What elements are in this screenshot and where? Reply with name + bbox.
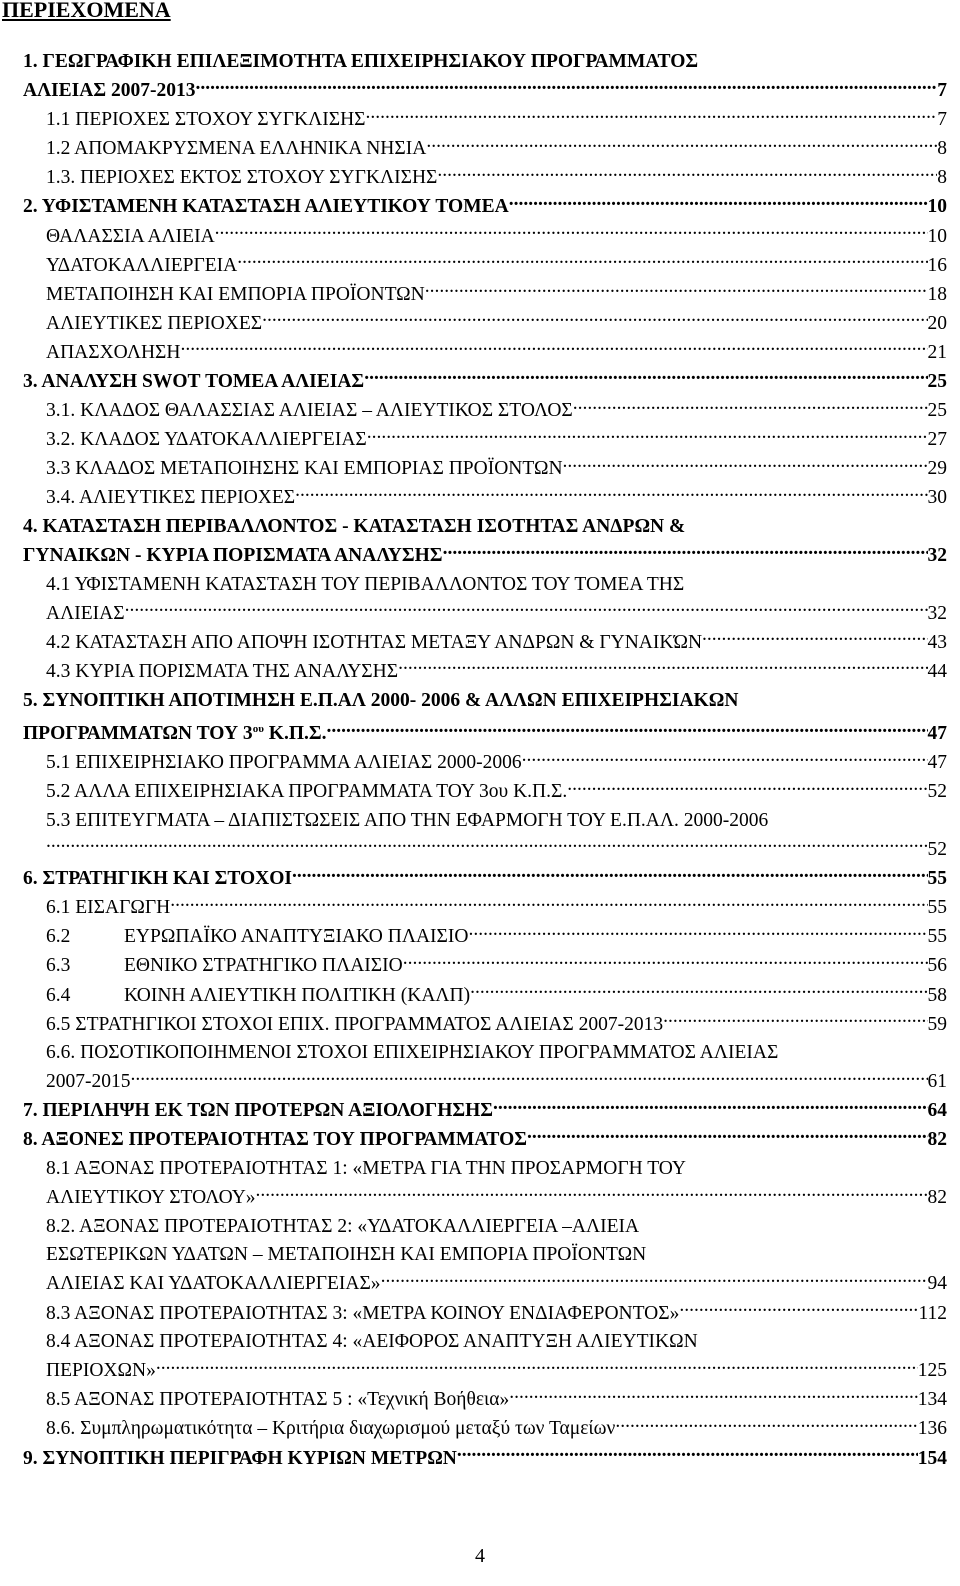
toc-entry-title: 5.2 ΑΛΛΑ ΕΠΙΧΕΙΡΗΣΙΑΚΑ ΠΡΟΓΡΑΜΜΑΤΑ ΤΟΥ 3ου Κ.Π.Σ.	[46, 781, 568, 803]
toc-entry-line	[46, 426, 947, 455]
toc-entry-line	[46, 164, 947, 193]
toc-dot-leader	[426, 135, 937, 155]
toc-dot-leader	[180, 338, 927, 358]
toc-entry[interactable]	[23, 1010, 947, 1039]
toc-page-number: 56	[927, 955, 947, 977]
toc-entry-title: ΠΕΡΙΟΧΩΝ»	[46, 1360, 156, 1382]
toc-dot-leader	[527, 1126, 927, 1146]
toc-dot-leader	[327, 720, 928, 740]
toc-dot-leader	[295, 484, 927, 504]
toc-entry-title: ΜΕΤΑΠΟΙΗΣΗ ΚΑΙ ΕΜΠΟΡΙΑ ΠΡΟΪΟΝΤΩΝ	[46, 283, 425, 305]
toc-dot-leader	[125, 599, 928, 619]
toc-dot-leader	[398, 657, 927, 677]
toc-page-number: 32	[927, 545, 947, 567]
toc-entry-line	[46, 599, 947, 628]
toc-entry[interactable]	[23, 657, 947, 686]
toc-entry-title: 5.1 ΕΠΙΧΕΙΡΗΣΙΑΚΟ ΠΡΟΓΡΑΜΜΑ ΑΛΙΕΙΑΣ 2000-2006	[46, 752, 522, 774]
toc-entry[interactable]	[23, 513, 947, 571]
toc-page-number: 58	[927, 984, 947, 1006]
toc-entry-line	[23, 1097, 947, 1126]
toc-entry[interactable]	[23, 280, 947, 309]
toc-dot-leader	[425, 280, 928, 300]
toc-dot-leader	[215, 222, 928, 242]
toc-entry-title: 8.2. ΑΞΟΝΑΣ ΠΡΟΤΕΡΑΙΟΤΗΤΑΣ 2: «ΥΔΑΤΟΚΑΛΛΙΕΡΓΕΙΑ –ΑΛΙΕΙΑ	[46, 1215, 640, 1237]
toc-entry-line	[46, 1415, 947, 1444]
toc-entry-line	[46, 628, 947, 657]
toc-page-number: 134	[917, 1389, 947, 1411]
toc-entry[interactable]	[23, 484, 947, 513]
toc-page-number: 59	[927, 1013, 947, 1035]
toc-entry-line	[46, 952, 947, 981]
toc-entry-line	[46, 222, 947, 251]
toc-entry-line	[23, 368, 947, 397]
toc-entry-title: ΑΛΙΕΥΤΙΚΟΥ ΣΤΟΛΟΥ»	[46, 1187, 256, 1209]
toc-entry-line	[46, 1386, 947, 1415]
toc-page-number: 55	[927, 926, 947, 948]
toc-entry[interactable]	[23, 865, 947, 894]
toc-entry[interactable]	[23, 981, 947, 1010]
toc-entry-title: 2007-2015	[46, 1071, 131, 1093]
toc-page-number: 61	[927, 1071, 947, 1093]
toc-entry[interactable]	[23, 1415, 947, 1444]
toc-entry[interactable]	[23, 1039, 947, 1097]
toc-entry[interactable]	[23, 1299, 947, 1328]
toc-entry-title: 7. ΠΕΡΙΛΗΨΗ ΕΚ ΤΩΝ ΠΡΟΤΕΡΩΝ ΑΞΙΟΛΟΓΗΣΗΣ	[23, 1100, 494, 1122]
toc-entry-title: ΑΛΙΕΙΑΣ 2007-2013	[23, 80, 196, 102]
toc-entry-line	[46, 397, 947, 426]
toc-entry-line	[46, 280, 947, 309]
toc-entry-title: ΕΘΝΙΚΟ ΣΤΡΑΤΗΓΙΚΟ ΠΛΑΙΣΙΟ	[124, 955, 403, 977]
toc-entry-line	[46, 749, 947, 778]
toc-entry[interactable]	[23, 106, 947, 135]
toc-page-number: 44	[927, 660, 947, 682]
toc-entry[interactable]	[23, 251, 947, 280]
toc-entry-line	[46, 1328, 947, 1357]
toc-page-number: 32	[927, 602, 947, 624]
toc-entry-line	[23, 1126, 947, 1155]
toc-dot-leader	[170, 894, 927, 914]
toc-entry-title: 3.1. ΚΛΑΔΟΣ ΘΑΛΑΣΣΙΑΣ ΑΛΙΕΙΑΣ – ΑΛΙΕΥΤΙΚΟΣ ΣΤΟΛΟΣ	[46, 400, 573, 422]
toc-dot-leader	[567, 778, 927, 798]
toc-entry-line	[46, 1213, 947, 1242]
toc-dot-leader	[509, 1386, 918, 1406]
toc-entry-title: 8.4 ΑΞΟΝΑΣ ΠΡΟΤΕΡΑΙΟΤΗΤΑΣ 4: «ΑΕΙΦΟΡΟΣ ΑΝΑΠΤΥΞΗ ΑΛΙΕΥΤΙΚΩΝ	[46, 1331, 698, 1353]
toc-entry[interactable]	[23, 426, 947, 455]
toc-entry-title: 5.3 ΕΠΙΤΕΥΓΜΑΤΑ – ΔΙΑΠΙΣΤΩΣΕΙΣ ΑΠΟ ΤΗΝ ΕΦΑΡΜΟΓΗ ΤΟΥ Ε.Π.ΑΛ. 2000-2006	[46, 809, 769, 831]
toc-entry-title: 4.2 ΚΑΤΑΣΤΑΣΗ ΑΠΟ ΑΠΟΨΗ ΙΣΟΤΗΤΑΣ ΜΕΤΑΞΥ ΑΝΔΡΩΝ & ΓΥΝΑΙΚΏΝ	[46, 631, 703, 653]
toc-entry-title: 8.6. Συμπληρωματικότητα – Κριτήρια διαχωρισμού μεταξύ των Ταμείων	[46, 1418, 616, 1440]
toc-entry-line	[23, 48, 947, 77]
toc-entry-title: 8.5 ΑΞΟΝΑΣ ΠΡΟΤΕΡΑΙΟΤΗΤΑΣ 5 : «Τεχνική Βοήθεια»	[46, 1389, 510, 1411]
toc-entry[interactable]	[23, 894, 947, 923]
toc-entry-title: ΓΥΝΑΙΚΩΝ - ΚΥΡΙΑ ΠΟΡΙΣΜΑΤΑ ΑΝΑΛΥΣΗΣ	[23, 545, 443, 567]
toc-entry[interactable]	[23, 222, 947, 251]
toc-entry-line	[46, 1039, 947, 1068]
toc-entry[interactable]	[23, 338, 947, 367]
toc-entry-line	[46, 1357, 947, 1386]
toc-entry-line	[46, 1068, 947, 1097]
toc-entry-title: 8.3 ΑΞΟΝΑΣ ΠΡΟΤΕΡΑΙΟΤΗΤΑΣ 3: «ΜΕΤΡΑ ΚΟΙΝΟΥ ΕΝΔΙΑΦΕΡΟΝΤΟΣ»	[46, 1302, 680, 1324]
toc-entry[interactable]	[23, 1213, 947, 1299]
toc-page-number: 94	[927, 1273, 947, 1295]
toc-entry-line	[23, 1444, 947, 1473]
toc-entry-line	[46, 338, 947, 367]
toc-entry[interactable]	[23, 1155, 947, 1213]
toc-page-number: 55	[927, 897, 947, 919]
toc-entry-line	[23, 687, 947, 716]
toc-page-number: 82	[927, 1187, 947, 1209]
toc-page-number: 30	[927, 487, 947, 509]
toc-entry[interactable]	[23, 807, 947, 865]
toc-entry-line	[46, 106, 947, 135]
toc-entry-title: ΥΔΑΤΟΚΑΛΛΙΕΡΓΕΙΑ	[46, 254, 238, 276]
table-of-contents	[23, 48, 947, 1473]
toc-entry-title: 8. ΑΞΟΝΕΣ ΠΡΟΤΕΡΑΙΟΤΗΤΑΣ ΤΟΥ ΠΡΟΓΡΑΜΜΑΤΟΣ	[23, 1129, 528, 1151]
toc-entry-line	[46, 1241, 947, 1270]
toc-page-number: 20	[927, 312, 947, 334]
toc-entry-title: ΕΣΩΤΕΡΙΚΩΝ ΥΔΑΤΩΝ – ΜΕΤΑΠΟΙΗΣΗ ΚΑΙ ΕΜΠΟΡΙΑ ΠΡΟΪΟΝΤΩΝ	[46, 1244, 647, 1266]
toc-entry-line	[23, 193, 947, 222]
toc-entry[interactable]	[23, 193, 947, 222]
toc-dot-leader	[443, 542, 928, 562]
toc-entry-line	[46, 309, 947, 338]
toc-page-number: 21	[927, 341, 947, 363]
toc-entry-line	[46, 1184, 947, 1213]
toc-dot-leader	[292, 865, 928, 885]
toc-entry[interactable]	[23, 628, 947, 657]
toc-page-number: 8	[937, 138, 947, 160]
toc-entry[interactable]	[23, 1444, 947, 1473]
toc-entry-title: 3.2. ΚΛΑΔΟΣ ΥΔΑΤΟΚΑΛΛΙΕΡΓΕΙΑΣ	[46, 429, 367, 451]
toc-page-number: 125	[917, 1360, 947, 1382]
toc-dot-leader	[509, 193, 928, 213]
toc-entry-title: 1.1 ΠΕΡΙΟΧΕΣ ΣΤΟΧΟΥ ΣΥΓΚΛΙΣΗΣ	[46, 109, 366, 131]
toc-dot-leader	[156, 1357, 918, 1377]
toc-entry[interactable]	[23, 749, 947, 778]
toc-entry-line	[46, 571, 947, 600]
toc-page-number: 18	[927, 283, 947, 305]
toc-dot-leader	[367, 426, 928, 446]
toc-dot-leader	[403, 952, 928, 972]
toc-entry[interactable]	[23, 309, 947, 338]
toc-entry-title: ΑΛΙΕΥΤΙΚΕΣ ΠΕΡΙΟΧΕΣ	[46, 312, 263, 334]
toc-entry[interactable]	[23, 397, 947, 426]
toc-entry-title: 3.4. ΑΛΙΕΥΤΙΚΕΣ ΠΕΡΙΟΧΕΣ	[46, 487, 296, 509]
toc-page-number: 29	[927, 458, 947, 480]
toc-entry-title: 6.5 ΣΤΡΑΤΗΓΙΚΟΙ ΣΤΟΧΟΙ ΕΠΙΧ. ΠΡΟΓΡΑΜΜΑΤΟΣ ΑΛΙΕΙΑΣ 2007-2013	[46, 1013, 664, 1035]
toc-entry-title: 1.2 ΑΠΟΜΑΚΡΥΣΜΕΝΑ ΕΛΛΗΝΙΚΑ ΝΗΣΙΑ	[46, 138, 427, 160]
toc-entry-title: 6.6. ΠΟΣΟΤΙΚΟΠΟΙΗΜΕΝΟΙ ΣΤΟΧΟΙ ΕΠΙΧΕΙΡΗΣΙΑΚΟΥ ΠΡΟΓΡΑΜΜΑΤΟΣ ΑΛΙΕΙΑΣ	[46, 1042, 779, 1064]
toc-entry-title: 5. ΣΥΝΟΠΤΙΚΗ ΑΠΟΤΙΜΗΣΗ Ε.Π.ΑΛ 2000- 2006 & ΑΛΛΩΝ ΕΠΙΧΕΙΡΗΣΙΑΚΩΝ	[23, 689, 739, 711]
toc-page-number: 154	[917, 1447, 947, 1469]
toc-dot-leader	[470, 981, 927, 1001]
toc-dot-leader	[237, 251, 927, 271]
toc-entry[interactable]	[23, 1097, 947, 1126]
toc-entry-number: 6.2	[46, 926, 71, 948]
toc-entry-line	[46, 455, 947, 484]
toc-dot-leader	[256, 1184, 928, 1204]
toc-dot-leader	[262, 309, 927, 329]
toc-entry-line	[23, 77, 947, 106]
toc-entry-line	[23, 542, 947, 571]
toc-entry-title: 6.1 ΕΙΣΑΓΩΓΗ	[46, 897, 171, 919]
toc-dot-leader	[131, 1068, 928, 1088]
toc-entry-title: ΘΑΛΑΣΣΙΑ ΑΛΙΕΙΑ	[46, 225, 215, 247]
toc-entry-title: ΠΡΟΓΡΑΜΜΑΤΩΝ ΤΟΥ $3^{o\upsilon}$ Κ.Π.Σ.	[23, 723, 327, 745]
toc-entry-line	[46, 894, 947, 923]
toc-entry-title: 6. ΣΤΡΑΤΗΓΙΚΗ ΚΑΙ ΣΤΟΧΟΙ	[23, 868, 292, 890]
toc-entry-title: ΑΠΑΣΧΟΛΗΣΗ	[46, 341, 181, 363]
toc-dot-leader	[381, 1270, 928, 1290]
toc-entry[interactable]	[23, 952, 947, 981]
toc-entry-line	[46, 778, 947, 807]
toc-entry-title: 4.1 ΥΦΙΣΤΑΜΕΝΗ ΚΑΤΑΣΤΑΣΗ ΤΟΥ ΠΕΡΙΒΑΛΛΟΝΤΟΣ ΤΟΥ ΤΟΜΕΑ ΤΗΣ	[46, 573, 685, 595]
toc-page-number: 47	[927, 723, 947, 745]
toc-entry[interactable]	[23, 164, 947, 193]
toc-page-number: 136	[917, 1418, 947, 1440]
toc-page-number: 27	[927, 429, 947, 451]
toc-entry[interactable]	[23, 778, 947, 807]
toc-page-number: 55	[927, 868, 947, 890]
toc-entry[interactable]	[23, 923, 947, 952]
toc-entry[interactable]	[23, 1126, 947, 1155]
toc-entry[interactable]	[23, 48, 947, 106]
toc-entry-title: ΑΛΙΕΙΑΣ ΚΑΙ ΥΔΑΤΟΚΑΛΛΙΕΡΓΕΙΑΣ»	[46, 1273, 381, 1295]
toc-page-number: 47	[927, 752, 947, 774]
toc-page-number: 82	[927, 1129, 947, 1151]
toc-entry-line	[46, 1299, 947, 1328]
toc-entry-title: ΚΟΙΝΗ ΑΛΙΕΥΤΙΚΗ ΠΟΛΙΤΙΚΗ (ΚΑΛΠ)	[124, 984, 471, 1006]
toc-entry-title: ΕΥΡΩΠΑΪΚΟ ΑΝΑΠΤΥΞΙΑΚΟ ΠΛΑΙΣΙΟ	[124, 926, 469, 948]
toc-entry-title: 9. ΣΥΝΟΠΤΙΚΗ ΠΕΡΙΓΡΑΦΗ ΚΥΡΙΩΝ ΜΕΤΡΩΝ	[23, 1447, 457, 1469]
toc-entry-line	[46, 981, 947, 1010]
toc-dot-leader	[457, 1444, 918, 1464]
toc-entry-title: 2. ΥΦΙΣΤΑΜΕΝΗ ΚΑΤΑΣΤΑΣΗ ΑΛΙΕΥΤΙΚΟΥ ΤΟΜΕΑ	[23, 196, 509, 218]
toc-entry-title: 3.3 ΚΛΑΔΟΣ ΜΕΤΑΠΟΙΗΣΗΣ ΚΑΙ ΕΜΠΟΡΙΑΣ ΠΡΟΪΟΝΤΩΝ	[46, 458, 563, 480]
toc-entry-line	[23, 715, 947, 749]
toc-dot-leader	[366, 106, 938, 126]
toc-entry-line	[46, 657, 947, 686]
toc-entry-line	[46, 923, 947, 952]
toc-page-number: 52	[927, 781, 947, 803]
toc-page-number: 10	[927, 196, 947, 218]
toc-entry[interactable]	[23, 1386, 947, 1415]
toc-entry-line	[23, 513, 947, 542]
toc-entry-line	[46, 484, 947, 513]
toc-entry-title: 4. ΚΑΤΑΣΤΑΣΗ ΠΕΡΙΒΑΛΛΟΝΤΟΣ - ΚΑΤΑΣΤΑΣΗ ΙΣΟΤΗΤΑΣ ΑΝΔΡΩΝ &	[23, 516, 686, 537]
toc-entry-number: 6.4	[46, 984, 71, 1006]
toc-dot-leader	[663, 1010, 927, 1030]
toc-page-number: 8	[937, 167, 947, 189]
toc-entry-line	[46, 1270, 947, 1299]
toc-entry[interactable]	[23, 455, 947, 484]
toc-entry-title: 4.3 ΚΥΡΙΑ ΠΟΡΙΣΜΑΤΑ ΤΗΣ ΑΝΑΛΥΣΗΣ	[46, 660, 399, 682]
toc-page-number: 10	[927, 225, 947, 247]
toc-dot-leader	[573, 397, 928, 417]
toc-entry-title: 1. ΓΕΩΓΡΑΦΙΚΗ ΕΠΙΛΕΞΙΜΟΤΗΤΑ ΕΠΙΧΕΙΡΗΣΙΑΚΟΥ ΠΡΟΓΡΑΜΜΑΤΟΣ	[23, 51, 699, 72]
toc-entry-number: 6.3	[46, 955, 71, 977]
toc-entry-line	[23, 865, 947, 894]
toc-dot-leader	[468, 923, 927, 943]
toc-entry-title: 3. ΑΝΑΛΥΣΗ SWOT ΤΟΜΕΑ ΑΛΙΕΙΑΣ	[23, 371, 365, 393]
toc-dot-leader	[195, 77, 937, 97]
toc-page-number: 25	[927, 400, 947, 422]
toc-entry-line	[46, 1155, 947, 1184]
toc-dot-leader	[702, 628, 927, 648]
toc-entry-title: 1.3. ΠΕΡΙΟΧΕΣ ΕΚΤΟΣ ΣΤΟΧΟΥ ΣΥΓΚΛΙΣΗΣ	[46, 167, 438, 189]
toc-dot-leader	[46, 836, 928, 856]
toc-heading: ΠΕΡΙΕΧΟΜΕΝΑ	[2, 0, 171, 22]
toc-dot-leader	[563, 455, 928, 475]
toc-page-number: 25	[927, 371, 947, 393]
page-number: 4	[475, 1545, 485, 1567]
toc-page-number: 16	[927, 254, 947, 276]
toc-entry-title: ΑΛΙΕΙΑΣ	[46, 602, 125, 624]
toc-dot-leader	[522, 749, 928, 769]
toc-dot-leader	[364, 368, 927, 388]
toc-entry-title: 8.1 ΑΞΟΝΑΣ ΠΡΟΤΕΡΑΙΟΤΗΤΑΣ 1: «ΜΕΤΡΑ ΓΙΑ ΤΗΝ ΠΡΟΣΑΡΜΟΓΗ ΤΟΥ	[46, 1158, 686, 1180]
toc-page-number: 43	[927, 631, 947, 653]
toc-entry-line	[46, 807, 947, 836]
toc-entry-line	[46, 251, 947, 280]
toc-page-number: 7	[937, 109, 947, 131]
toc-page-number: 112	[918, 1302, 947, 1324]
toc-entry-line	[46, 135, 947, 164]
toc-entry[interactable]	[23, 135, 947, 164]
toc-dot-leader	[493, 1097, 927, 1117]
toc-entry[interactable]	[23, 368, 947, 397]
toc-page-number: 52	[927, 839, 947, 861]
toc-page-number: 64	[927, 1100, 947, 1122]
toc-dot-leader	[679, 1299, 918, 1319]
ordinal-superscript: ου	[252, 723, 264, 736]
toc-page-number: 7	[937, 80, 947, 102]
toc-entry-line	[46, 1010, 947, 1039]
toc-entry[interactable]	[23, 1328, 947, 1386]
toc-dot-leader	[437, 164, 937, 184]
toc-entry-line	[46, 836, 947, 865]
toc-dot-leader	[615, 1415, 917, 1435]
toc-entry[interactable]	[23, 687, 947, 749]
toc-entry[interactable]	[23, 571, 947, 629]
